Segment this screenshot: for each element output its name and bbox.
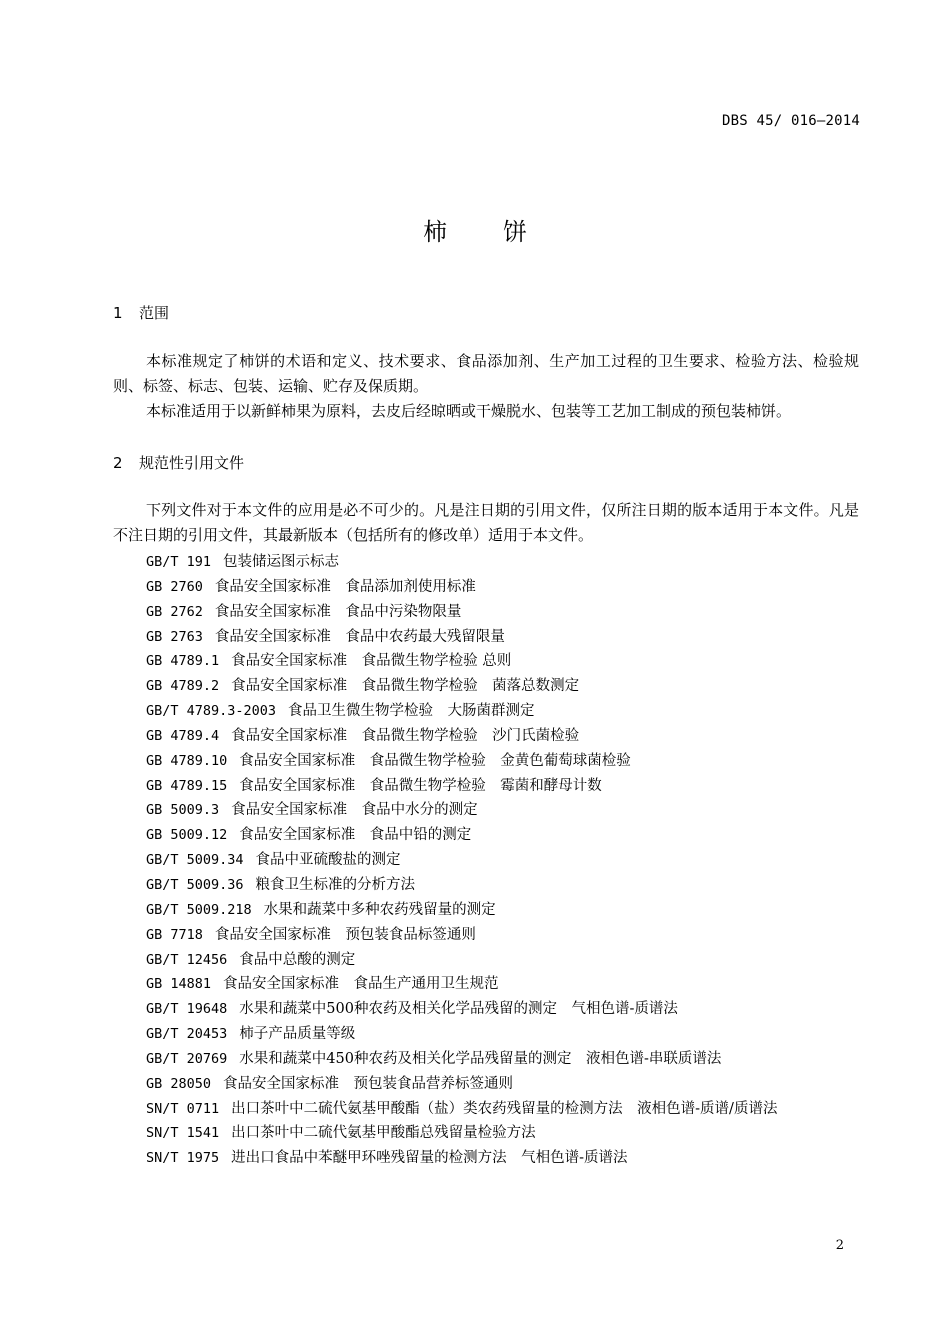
- reference-code: GB/T 191: [146, 554, 212, 570]
- reference-item: [113, 972, 859, 997]
- reference-title: 食品安全国家标准 食品添加剂使用标准: [214, 578, 476, 595]
- reference-item: [113, 948, 859, 973]
- reference-list: [113, 550, 859, 1171]
- reference-code: GB 2760: [146, 578, 203, 595]
- reference-title: 食品安全国家标准 食品中农药最大残留限量: [214, 628, 505, 645]
- reference-item: [113, 997, 859, 1022]
- reference-item: [113, 1047, 859, 1072]
- reference-code: GB 4789.10: [146, 752, 228, 769]
- section-1-title: 范围: [139, 304, 170, 322]
- reference-title: 食品中亚硫酸盐的测定: [255, 852, 401, 869]
- reference-title: 食品安全国家标准 预包装食品标签通则: [214, 926, 476, 943]
- reference-item: [113, 798, 859, 823]
- title-char-2: 饼: [503, 218, 527, 246]
- reference-item: [113, 649, 859, 674]
- reference-item: [113, 674, 859, 699]
- reference-code: GB 5009.12: [146, 827, 228, 844]
- reference-title: 食品安全国家标准 食品生产通用卫生规范: [223, 976, 499, 993]
- reference-title: 食品安全国家标准 食品微生物学检验 金黄色葡萄球菌检验: [239, 752, 631, 769]
- reference-code: GB 4789.4: [146, 727, 220, 744]
- reference-item: [113, 749, 859, 774]
- reference-code: GB/T 5009.36: [146, 876, 244, 893]
- reference-code: GB/T 20453: [146, 1026, 228, 1043]
- title-char-1: 柿: [423, 218, 447, 246]
- section-1-number: 1: [113, 304, 123, 322]
- reference-title: 食品卫生微生物学检验 大肠菌群测定: [288, 703, 535, 720]
- reference-title: 粮食卫生标准的分析方法: [255, 876, 416, 893]
- reference-item: [113, 1097, 859, 1122]
- reference-code: GB/T 5009.218: [146, 901, 252, 918]
- reference-title: 食品安全国家标准 食品微生物学检验 总则: [231, 653, 512, 670]
- reference-title: 水果和蔬菜中450种农药及相关化学品残留量的测定 液相色谱-串联质谱法: [239, 1050, 722, 1067]
- reference-item: [113, 898, 859, 923]
- reference-code: SN/T 0711: [146, 1100, 220, 1117]
- document-title: [0, 212, 950, 247]
- reference-code: GB 5009.3: [146, 802, 220, 819]
- reference-code: GB 7718: [146, 926, 203, 943]
- reference-code: GB/T 20769: [146, 1050, 228, 1067]
- reference-code: GB 28050: [146, 1075, 212, 1092]
- reference-title: 进出口食品中苯醚甲环唑残留量的检测方法 气相色谱-质谱法: [231, 1150, 628, 1167]
- reference-title: 食品安全国家标准 食品中水分的测定: [231, 802, 478, 819]
- page-number: 2: [835, 1238, 844, 1253]
- reference-title: 食品安全国家标准 食品微生物学检验 菌落总数测定: [231, 678, 580, 695]
- reference-item: [113, 1146, 859, 1171]
- reference-item: [113, 848, 859, 873]
- reference-code: GB 4789.1: [146, 653, 220, 670]
- reference-code: GB 14881: [146, 976, 212, 993]
- section-2-heading: [113, 452, 244, 473]
- reference-item: [113, 1072, 859, 1097]
- section-2-title: 规范性引用文件: [139, 454, 245, 472]
- reference-item: [113, 699, 859, 724]
- reference-code: GB 4789.15: [146, 777, 228, 794]
- reference-code: GB/T 5009.34: [146, 852, 244, 869]
- reference-code: GB 4789.2: [146, 678, 220, 695]
- reference-title: 食品安全国家标准 预包装食品营养标签通则: [223, 1075, 514, 1092]
- reference-code: SN/T 1975: [146, 1150, 220, 1167]
- scope-paragraph-1: 本标准规定了柿饼的术语和定义、技术要求、食品添加剂、生产加工过程的卫生要求、检验方法、检验规则、标签、标志、包装、运输、贮存及保质期。: [113, 352, 859, 395]
- reference-title: 食品安全国家标准 食品中铅的测定: [239, 827, 472, 844]
- reference-item: [113, 600, 859, 625]
- reference-code: GB 2762: [146, 603, 203, 620]
- reference-title: 食品中总酸的测定: [239, 951, 356, 968]
- reference-item: [113, 823, 859, 848]
- reference-code: GB/T 19648: [146, 1001, 228, 1018]
- reference-item: [113, 625, 859, 650]
- reference-title: 包装储运图示标志: [223, 554, 340, 570]
- reference-item: [113, 1121, 859, 1146]
- section-2-number: 2: [113, 454, 123, 472]
- reference-code: SN/T 1541: [146, 1125, 220, 1142]
- reference-title: 水果和蔬菜中500种农药及相关化学品残留的测定 气相色谱-质谱法: [239, 1001, 678, 1018]
- reference-title: 出口茶叶中二硫代氨基甲酸酯（盐）类农药残留量的检测方法 液相色谱-质谱/质谱法: [231, 1100, 778, 1117]
- reference-item: [113, 873, 859, 898]
- reference-item: [113, 550, 859, 575]
- reference-code: GB/T 4789.3-2003: [146, 703, 277, 720]
- reference-title: 水果和蔬菜中多种农药残留量的测定: [263, 901, 496, 918]
- reference-title: 食品安全国家标准 食品微生物学检验 霉菌和酵母计数: [239, 777, 602, 794]
- reference-title: 柿子产品质量等级: [239, 1026, 356, 1043]
- reference-item: [113, 923, 859, 948]
- reference-code: GB 2763: [146, 628, 203, 645]
- scope-paragraph-2: 本标准适用于以新鲜柿果为原料，去皮后经晾晒或干燥脱水、包装等工艺加工制成的预包装柿饼。: [146, 402, 792, 420]
- reference-code: GB/T 12456: [146, 951, 228, 968]
- reference-item: [113, 774, 859, 799]
- reference-title: 出口茶叶中二硫代氨基甲酸酯总残留量检验方法: [231, 1125, 536, 1142]
- reference-title: 食品安全国家标准 食品微生物学检验 沙门氏菌检验: [231, 727, 580, 744]
- reference-item: [113, 724, 859, 749]
- reference-item: [113, 1022, 859, 1047]
- references-intro: 下列文件对于本文件的应用是必不可少的。凡是注日期的引用文件，仅所注日期的版本适用于本文件。凡是不注日期的引用文件，其最新版本（包括所有的修改单）适用于本文件。: [113, 501, 859, 544]
- section-1-heading: [113, 302, 169, 323]
- reference-title: 食品安全国家标准 食品中污染物限量: [214, 603, 462, 620]
- reference-item: [113, 575, 859, 600]
- document-code: DBS 45/ 016—2014: [721, 113, 860, 129]
